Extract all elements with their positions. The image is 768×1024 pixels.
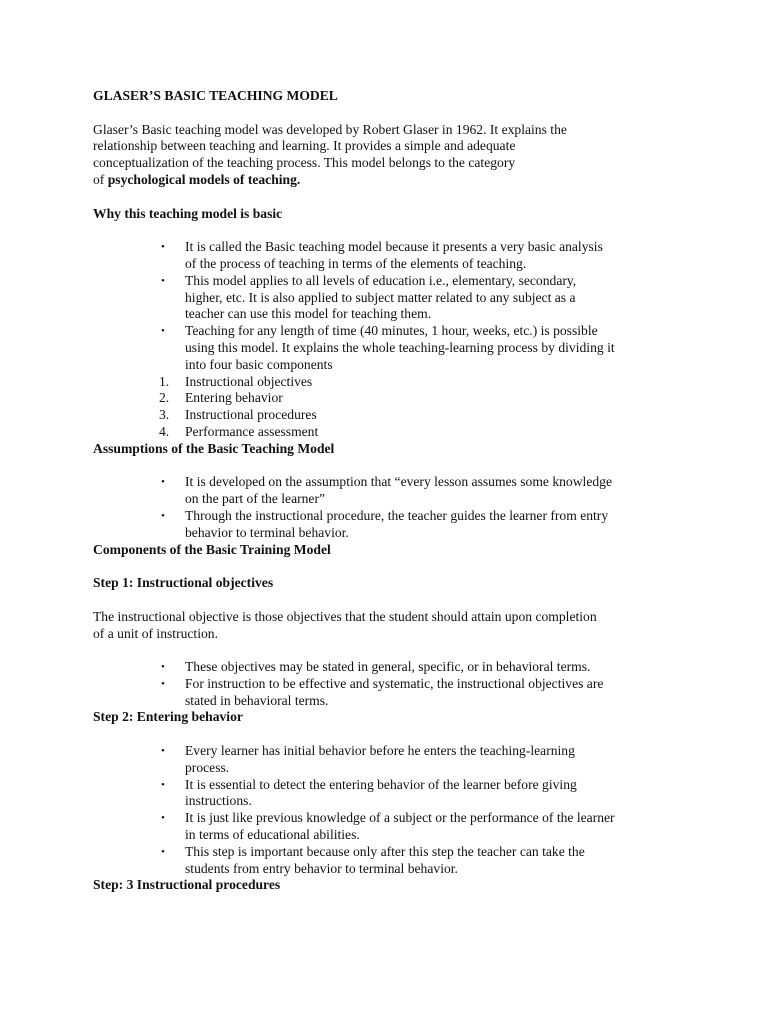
list-item-line: behavior to terminal behavior. (185, 524, 349, 540)
list-item-line: It is just like previous knowledge of a subject or the performance of the learner (185, 810, 615, 826)
why-bullet-list (93, 239, 693, 373)
list-item-line: stated in behavioral terms. (185, 692, 329, 708)
list-item (161, 507, 693, 542)
bullet-icon: • (161, 745, 165, 758)
list-item (161, 272, 693, 323)
intro-prefix: of (93, 171, 108, 187)
list-item (161, 239, 693, 273)
intro-paragraph (93, 122, 693, 189)
numbered-item (159, 373, 693, 391)
bullet-icon: • (161, 274, 165, 287)
bullet-icon: • (161, 778, 165, 791)
assumptions-bullet-list (93, 474, 693, 541)
components-numbered-list (93, 374, 693, 441)
section-heading-components: Components of the Basic Training Model (93, 541, 331, 557)
section-heading-assumptions: Assumptions of the Basic Teaching Model (93, 440, 335, 456)
item-number: 2. (159, 390, 170, 406)
list-item-line: These objectives may be stated in general, specific, or in behavioral terms. (185, 659, 591, 675)
list-item-line: It is called the Basic teaching model because it presents a very basic analysis (185, 239, 603, 255)
list-item (161, 323, 693, 373)
list-item-line: It is essential to detect the entering behavior of the learner before giving (185, 776, 577, 792)
list-item-line: into four basic components (185, 356, 333, 372)
list-item (161, 675, 693, 710)
document-page (93, 88, 693, 894)
list-item-line: This step is important because only after this step the teacher can take the (185, 843, 585, 859)
intro-bold-phrase: psychological models of teaching. (107, 171, 301, 187)
bullet-icon: • (161, 509, 165, 522)
list-item (161, 810, 693, 844)
list-item-line: students from entry behavior to terminal behavior. (185, 860, 458, 876)
list-item-line: instructions. (185, 793, 252, 809)
list-item-line: Every learner has initial behavior before he enters the teaching-learning (185, 743, 575, 759)
bullet-icon: • (161, 677, 165, 690)
bullet-icon: • (161, 661, 165, 674)
item-number: 4. (159, 423, 170, 439)
intro-line: relationship between teaching and learning. It provides a simple and adequate (93, 138, 516, 154)
intro-line: Glaser’s Basic teaching model was developed by Robert Glaser in 1962. It explains the (93, 121, 567, 137)
bullet-icon: • (161, 325, 165, 338)
list-item-line: using this model. It explains the whole teaching-learning process by dividing it (185, 339, 615, 355)
list-item-line: Teaching for any length of time (40 minutes, 1 hour, weeks, etc.) is possible (185, 323, 598, 339)
item-text: Performance assessment (185, 423, 319, 439)
section-heading-why-basic: Why this teaching model is basic (93, 205, 283, 221)
step3-heading: Step: 3 Instructional procedures (93, 877, 281, 893)
step2-heading: Step 2: Entering behavior (93, 709, 243, 725)
numbered-item (159, 407, 693, 424)
list-item-line: For instruction to be effective and systematic, the instructional objectives are (185, 675, 604, 691)
list-item (161, 843, 693, 878)
list-item-line: in terms of educational abilities. (185, 827, 360, 843)
bullet-icon: • (161, 812, 165, 825)
intro-line: conceptualization of the teaching process. This model belongs to the category (93, 155, 516, 171)
item-text: Entering behavior (185, 390, 283, 406)
list-item-line: It is developed on the assumption that “every lesson assumes some knowledge (185, 474, 612, 490)
list-item (161, 776, 693, 811)
step1-bullet-list (93, 659, 693, 709)
list-item-line: process. (185, 759, 230, 775)
item-number: 3. (159, 407, 170, 423)
step1-paragraph-line: The instructional objective is those objectives that the student should attain upon completion (93, 608, 597, 624)
list-item-line: of the process of teaching in terms of the elements of teaching. (185, 255, 527, 271)
item-text: Instructional procedures (185, 407, 317, 423)
bullet-icon: • (161, 241, 165, 254)
list-item-line: higher, etc. It is also applied to subject matter related to any subject as a (185, 289, 576, 305)
bullet-icon: • (161, 476, 165, 489)
numbered-item (159, 390, 693, 407)
numbered-item (159, 423, 693, 441)
list-item-line: teacher can use this model for teaching them. (185, 306, 432, 322)
list-item-line: This model applies to all levels of education i.e., elementary, secondary, (185, 272, 577, 288)
list-item-line: Through the instructional procedure, the teacher guides the learner from entry (185, 507, 609, 523)
step1-heading: Step 1: Instructional objectives (93, 575, 274, 591)
step1-paragraph-line: of a unit of instruction. (93, 625, 218, 641)
item-number: 1. (159, 373, 170, 389)
list-item (161, 474, 693, 508)
bullet-icon: • (161, 845, 165, 858)
step2-bullet-list (93, 743, 693, 877)
step1-paragraph (93, 609, 693, 643)
item-text: Instructional objectives (185, 373, 313, 389)
list-item (161, 743, 693, 777)
list-item-line: on the part of the learner” (185, 491, 326, 507)
document-title: GLASER’S BASIC TEACHING MODEL (93, 88, 338, 103)
intro-line (93, 172, 693, 189)
list-item (161, 659, 693, 676)
